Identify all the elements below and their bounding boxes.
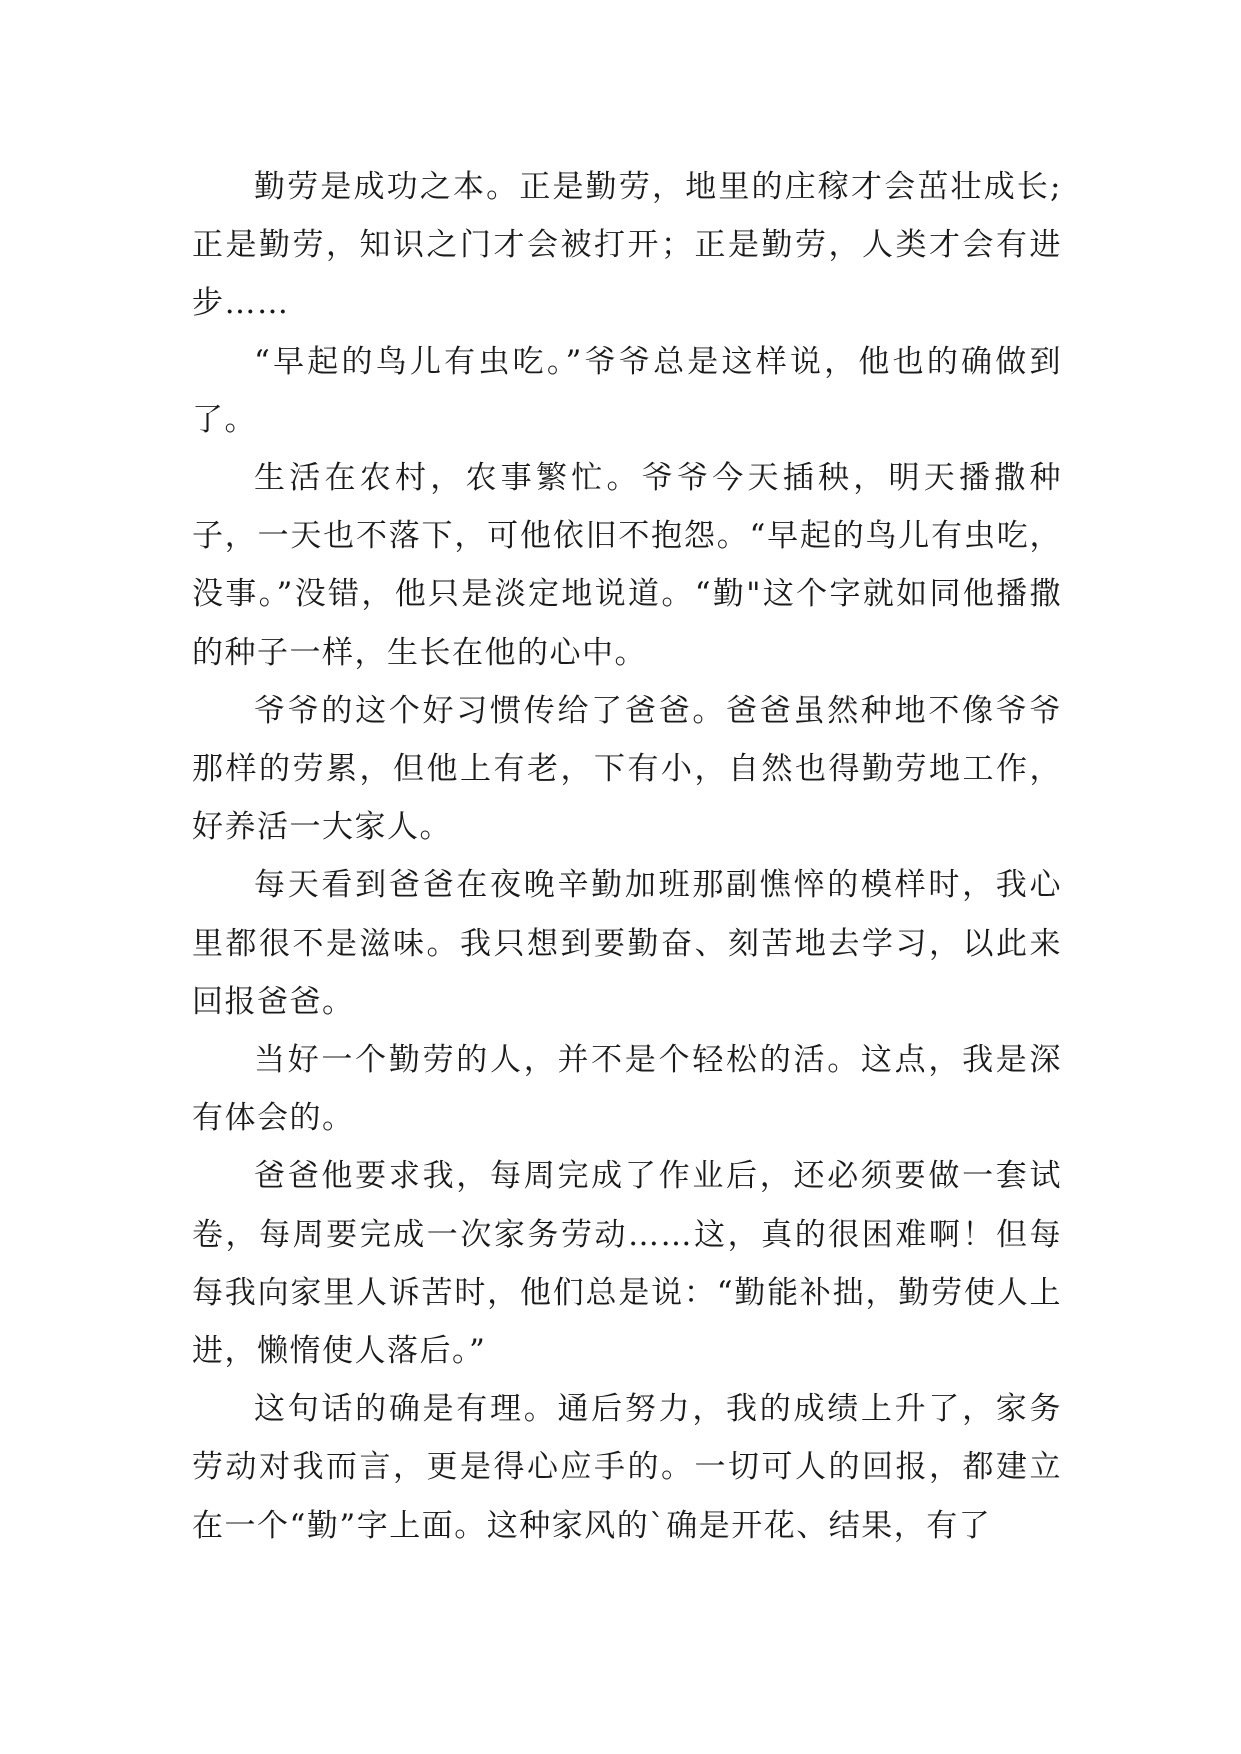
paragraph-1: 勤劳是成功之本。正是勤劳，地里的庄稼才会茁壮成长;正是勤劳，知识之门才会被打开；正是勤劳，人类才会有进步…… — [192, 169, 1062, 322]
paragraph-5: 每天看到爸爸在夜晚辛勤加班那副憔悴的模样时，我心里都很不是滋味。我只想到要勤奋、刻苦地去学习，以此来回报爸爸。 — [192, 867, 1062, 1020]
paragraph-2: “早起的鸟儿有虫吃。”爷爷总是这样说，他也的确做到了。 — [192, 343, 1062, 438]
paragraph-6: 当好一个勤劳的人，并不是个轻松的活。这点，我是深有体会的。 — [192, 1042, 1062, 1137]
essay-body — [192, 158, 1062, 1555]
paragraph-4: 爷爷的这个好习惯传给了爸爸。爸爸虽然种地不像爷爷那样的劳累，但他上有老，下有小，自然也得勤劳地工作，好养活一大家人。 — [192, 692, 1062, 846]
paragraph-7: 爸爸他要求我，每周完成了作业后，还必须要做一套试卷，每周要完成一次家务劳动……这，真的很困难啊！但每每我向家里人诉苦时，他们总是说：“勤能补拙，勤劳使人上进，懒惰使人落后。” — [192, 1158, 1062, 1370]
paragraph-3: 生活在农村，农事繁忙。爷爷今天插秧，明天播撒种子，一天也不落下，可他依旧不抱怨。“早起的鸟儿有虫吃，没事。”没错，他只是淡定地说道。“勤"这个字就如同他播撒的种子一样，生长在他的心中。 — [192, 460, 1062, 671]
paragraph-8: 这句话的确是有理。通后努力，我的成绩上升了，家务劳动对我而言，更是得心应手的。一切可人的回报，都建立在一个“勤”字上面。这种家风的`确是开花、结果，有了 — [192, 1391, 1062, 1544]
